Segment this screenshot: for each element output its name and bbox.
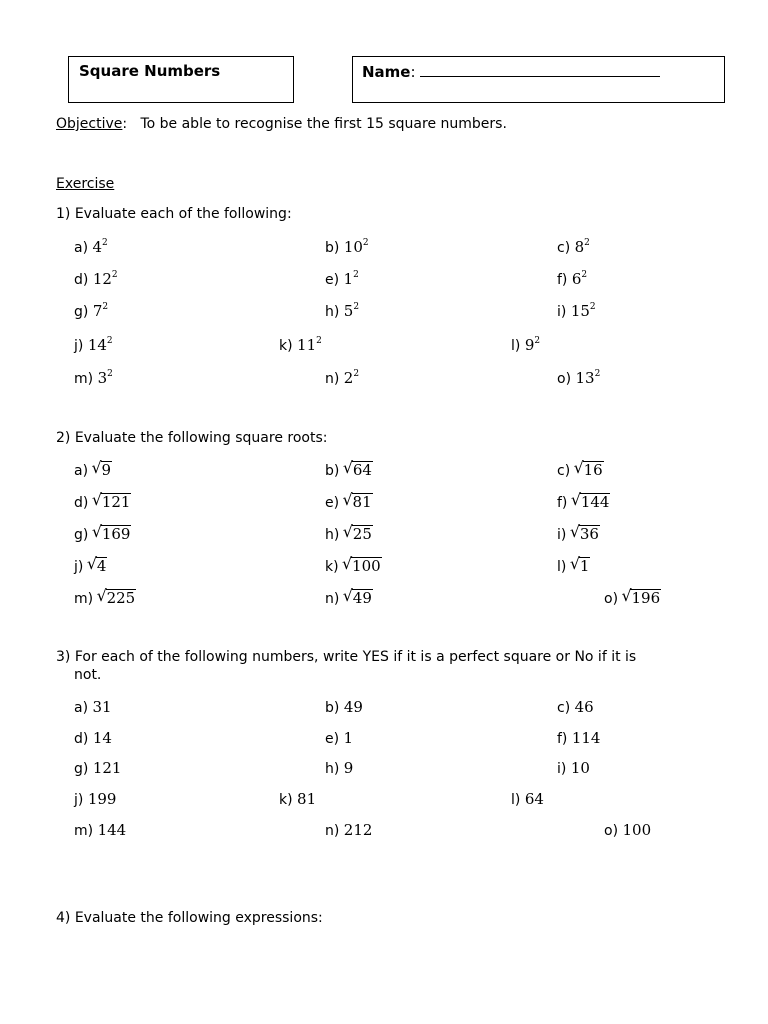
power-expression — [575, 238, 590, 256]
number-value: 14 — [92, 729, 112, 747]
q2-item — [604, 589, 661, 607]
q1-item — [74, 302, 108, 320]
power-exponent: 2 — [353, 270, 359, 280]
q2-item-label: j) — [74, 559, 84, 575]
square-root-expression: √ 196 — [630, 589, 661, 606]
q1-prompt: 1) Evaluate each of the following: — [56, 206, 292, 222]
power-base: 6 — [571, 270, 582, 288]
q3-item-label: n) — [325, 823, 340, 839]
square-root-expression: √ 49 — [352, 589, 373, 606]
power-exponent: 2 — [111, 270, 118, 280]
q3-item — [557, 698, 594, 716]
power-base: 5 — [343, 302, 354, 320]
q2-item-label: l) — [557, 559, 567, 575]
q2-item-label: o) — [604, 591, 619, 607]
square-root-expression: √ 16 — [583, 461, 604, 478]
power-exponent: 2 — [589, 302, 596, 312]
power-expression — [98, 369, 113, 387]
q1-item — [74, 336, 113, 354]
q3-item — [325, 759, 353, 777]
q2-item-label: c) — [557, 463, 571, 479]
q3-item — [325, 698, 363, 716]
q1-item — [325, 369, 359, 387]
number-value: 81 — [297, 790, 317, 808]
q2-item — [325, 461, 373, 479]
objective-colon: : — [122, 116, 128, 132]
power-base: 15 — [570, 302, 590, 320]
square-root-expression: √ 225 — [106, 589, 137, 606]
q2-item-label: k) — [325, 559, 339, 575]
q1-item-label: k) — [279, 338, 293, 354]
name-label: Name — [362, 63, 411, 81]
q3-item-label: m) — [74, 823, 94, 839]
number-value: 100 — [622, 821, 652, 839]
worksheet-title: Square Numbers — [79, 62, 221, 80]
number-value: 46 — [574, 698, 594, 716]
q3-item-label: g) — [74, 761, 89, 777]
q2-item — [74, 589, 136, 607]
q2-item — [74, 461, 112, 479]
power-exponent: 2 — [316, 336, 322, 346]
q3-item-label: a) — [74, 700, 89, 716]
q3-item-label: c) — [557, 700, 571, 716]
q2-item — [325, 557, 382, 575]
number-value: 64 — [524, 790, 544, 808]
q1-item-label: g) — [74, 304, 89, 320]
power-expression — [572, 270, 587, 288]
number-value: 144 — [97, 821, 127, 839]
square-root-expression: √ 144 — [580, 493, 611, 510]
objective-text: To be able to recognise the first 15 square numbers. — [140, 116, 507, 132]
q1-item — [325, 302, 359, 320]
q3-item — [279, 790, 316, 808]
objective — [56, 116, 507, 132]
q2-item — [74, 525, 131, 543]
q3-item — [325, 821, 372, 839]
q2-item — [74, 557, 107, 575]
q1-item-label: o) — [557, 371, 572, 387]
power-base: 12 — [92, 270, 112, 288]
number-value: 212 — [343, 821, 373, 839]
power-base: 2 — [343, 369, 354, 387]
q1-item-label: h) — [325, 304, 340, 320]
q1-item-label: c) — [557, 240, 571, 256]
q3-item-label: l) — [511, 792, 521, 808]
q3-item-label: k) — [279, 792, 293, 808]
power-base: 13 — [575, 369, 595, 387]
power-base: 7 — [92, 302, 103, 320]
q3-item — [74, 729, 112, 747]
q1-item — [74, 238, 108, 256]
number-value: 114 — [571, 729, 601, 747]
power-base: 14 — [87, 336, 107, 354]
q2-item — [325, 525, 373, 543]
number-value: 31 — [92, 698, 112, 716]
square-root-expression: √ 169 — [101, 525, 132, 542]
power-base: 3 — [97, 369, 108, 387]
power-expression — [93, 238, 108, 256]
objective-label: Objective — [56, 116, 123, 132]
power-expression — [571, 302, 596, 320]
power-exponent: 2 — [362, 238, 369, 248]
square-root-expression: √ 25 — [352, 525, 373, 542]
number-value: 49 — [343, 698, 363, 716]
power-exponent: 2 — [106, 336, 113, 346]
power-base: 11 — [297, 336, 317, 354]
power-exponent: 2 — [353, 302, 360, 312]
power-exponent: 2 — [107, 369, 113, 379]
q3-item — [74, 790, 116, 808]
q1-item-label: b) — [325, 240, 340, 256]
q1-item-label: j) — [74, 338, 84, 354]
q1-item-label: l) — [511, 338, 521, 354]
power-exponent: 2 — [534, 336, 541, 346]
square-root-expression: √ 81 — [352, 493, 373, 510]
power-expression — [93, 270, 118, 288]
power-expression — [297, 336, 322, 354]
square-root-expression: √ 1 — [579, 557, 591, 574]
name-blank-line[interactable] — [420, 62, 660, 77]
q3-item-label: h) — [325, 761, 340, 777]
q1-item — [325, 270, 359, 288]
power-expression — [93, 302, 108, 320]
q3-item — [604, 821, 651, 839]
exercise-heading: Exercise — [56, 176, 115, 192]
number-value: 10 — [570, 759, 590, 777]
q1-item-label: e) — [325, 272, 340, 288]
q4-prompt: 4) Evaluate the following expressions: — [56, 910, 323, 926]
q1-item — [74, 270, 118, 288]
number-value: 9 — [343, 759, 354, 777]
q3-item-label: o) — [604, 823, 619, 839]
q3-item — [557, 729, 600, 747]
q1-item-label: f) — [557, 272, 568, 288]
q3-item-label: b) — [325, 700, 340, 716]
q1-item — [557, 369, 600, 387]
power-exponent: 2 — [102, 302, 109, 312]
power-exponent: 2 — [594, 369, 601, 379]
name-colon: : — [410, 63, 416, 81]
q3-item — [74, 759, 121, 777]
power-exponent: 2 — [102, 238, 108, 248]
q3-item — [74, 821, 126, 839]
q2-item-label: e) — [325, 495, 340, 511]
square-root-expression: √ 100 — [351, 557, 382, 574]
power-exponent: 2 — [353, 369, 360, 379]
q2-item-label: h) — [325, 527, 340, 543]
square-root-expression: √ 121 — [101, 493, 132, 510]
number-value: 199 — [87, 790, 117, 808]
square-root-expression: √ 4 — [96, 557, 108, 574]
square-root-expression: √ 9 — [101, 461, 113, 478]
q1-item — [74, 369, 113, 387]
q3-item — [511, 790, 544, 808]
q2-item-label: f) — [557, 495, 568, 511]
number-value: 121 — [92, 759, 122, 777]
q3-item — [325, 729, 353, 747]
q3-item-label: f) — [557, 731, 568, 747]
power-expression — [575, 369, 600, 387]
title-box — [68, 56, 294, 103]
q1-item — [279, 336, 322, 354]
q1-item-label: m) — [74, 371, 94, 387]
q2-item — [325, 493, 373, 511]
q1-item — [511, 336, 540, 354]
q2-item — [557, 525, 600, 543]
q2-item — [74, 493, 131, 511]
q2-item-label: a) — [74, 463, 89, 479]
power-expression — [525, 336, 540, 354]
q3-item — [74, 698, 112, 716]
q1-item-label: n) — [325, 371, 340, 387]
q1-item-label: d) — [74, 272, 89, 288]
number-value: 1 — [343, 729, 354, 747]
power-base: 8 — [574, 238, 585, 256]
power-exponent: 2 — [584, 238, 590, 248]
power-expression — [344, 238, 369, 256]
q1-item — [557, 270, 587, 288]
q1-item — [325, 238, 369, 256]
q2-item-label: m) — [74, 591, 94, 607]
q3-item-label: i) — [557, 761, 567, 777]
power-expression — [344, 369, 359, 387]
q2-item-label: b) — [325, 463, 340, 479]
q1-item-label: i) — [557, 304, 567, 320]
q2-item-label: n) — [325, 591, 340, 607]
q1-item — [557, 238, 590, 256]
power-base: 10 — [343, 238, 363, 256]
q2-item — [557, 493, 610, 511]
q2-item-label: d) — [74, 495, 89, 511]
square-root-expression: √ 36 — [579, 525, 600, 542]
power-exponent: 2 — [581, 270, 588, 280]
q2-item — [557, 557, 590, 575]
q3-prompt-line1: 3) For each of the following numbers, write YES if it is a perfect square or No if it is — [56, 649, 637, 665]
name-box — [352, 56, 725, 103]
q1-item-label: a) — [74, 240, 89, 256]
q2-item-label: i) — [557, 527, 567, 543]
power-base: 4 — [92, 238, 103, 256]
q2-item — [557, 461, 604, 479]
q3-item-label: e) — [325, 731, 340, 747]
name-field[interactable] — [362, 62, 660, 81]
q3-item-label: d) — [74, 731, 89, 747]
power-expression — [88, 336, 113, 354]
q3-prompt-line2: not. — [74, 667, 102, 683]
q2-prompt: 2) Evaluate the following square roots: — [56, 430, 328, 446]
square-root-expression: √ 64 — [352, 461, 373, 478]
q3-item — [557, 759, 590, 777]
power-expression — [344, 270, 359, 288]
power-expression — [344, 302, 359, 320]
q2-item — [325, 589, 373, 607]
q3-item-label: j) — [74, 792, 84, 808]
q1-item — [557, 302, 596, 320]
power-base: 1 — [343, 270, 354, 288]
power-base: 9 — [524, 336, 535, 354]
q2-item-label: g) — [74, 527, 89, 543]
